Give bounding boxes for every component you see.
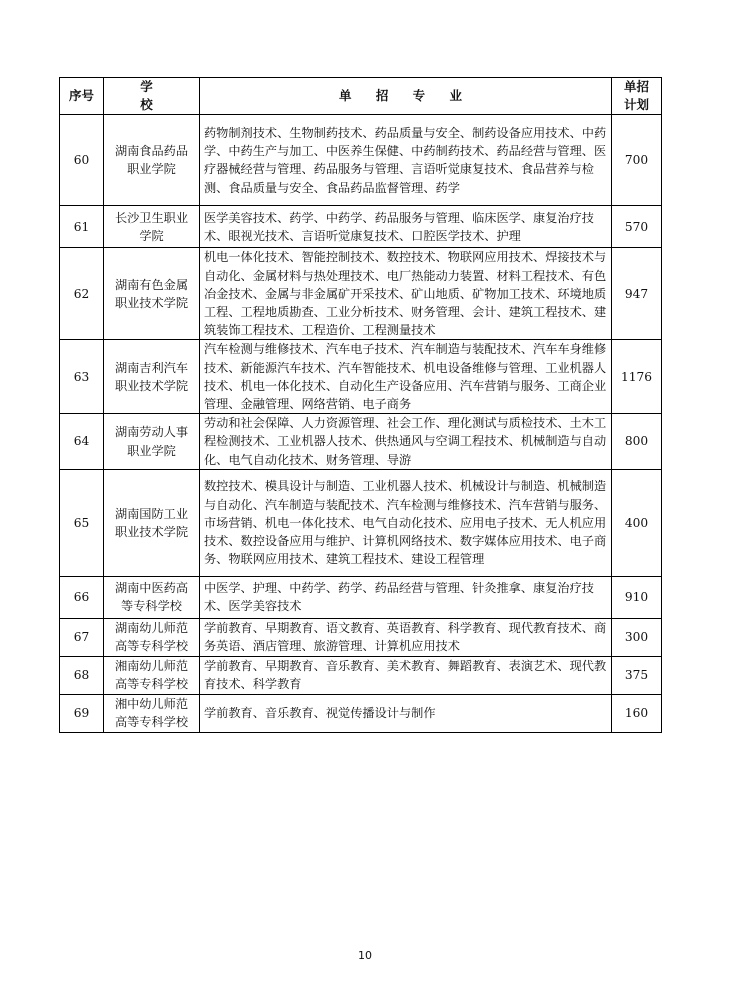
- majors-list: 学前教育、早期教育、语文教育、英语教育、科学教育、现代教育技术、商务英语、酒店管理、旅游管理、计算机应用技术: [200, 618, 612, 656]
- school-name: 湖南食品药品 职业学院: [104, 115, 200, 206]
- row-number: 62: [60, 248, 104, 340]
- table-row: [60, 656, 662, 694]
- row-number: 66: [60, 576, 104, 618]
- row-number: 69: [60, 694, 104, 732]
- enrollment-plan: 570: [612, 206, 662, 248]
- school-name: 湘中幼儿师范 高等专科学校: [104, 694, 200, 732]
- majors-list: 学前教育、音乐教育、视觉传播设计与制作: [200, 694, 612, 732]
- enrollment-plan: 400: [612, 469, 662, 576]
- majors-list: 机电一体化技术、智能控制技术、数控技术、物联网应用技术、焊接技术与自动化、金属材料与热处理技术、电厂热能动力装置、材料工程技术、有色冶金技术、金属与非金属矿开采技术、矿山地质、矿物加工技术、环境地质工程、工程地质勘查、工业分析技术、财务管理、会计、建筑工程技术、建筑装饰工程技术、工程造价、工程测量技术: [200, 248, 612, 340]
- table-row: [60, 414, 662, 470]
- page-number: 10: [358, 949, 372, 962]
- majors-list: 数控技术、模具设计与制造、工业机器人技术、机械设计与制造、机械制造与自动化、汽车制造与装配技术、汽车检测与维修技术、汽车营销与服务、市场营销、机电一体化技术、电气自动化技术、应用电子技术、无人机应用技术、数控设备应用与维护、计算机网络技术、数字媒体应用技术、电子商务、物联网应用技术、建筑工程技术、建设工程管理: [200, 469, 612, 576]
- school-name: 湖南国防工业 职业技术学院: [104, 469, 200, 576]
- row-number: 64: [60, 414, 104, 470]
- row-number: 65: [60, 469, 104, 576]
- row-number: 63: [60, 340, 104, 414]
- majors-list: 中医学、护理、中药学、药学、药品经营与管理、针灸推拿、康复治疗技术、医学美容技术: [200, 576, 612, 618]
- row-number: 60: [60, 115, 104, 206]
- enrollment-table: [59, 77, 662, 733]
- school-name: 湖南中医药高 等专科学校: [104, 576, 200, 618]
- table-row: [60, 115, 662, 206]
- header-major: 单 招 专 业: [200, 78, 612, 115]
- enrollment-plan: 375: [612, 656, 662, 694]
- school-name: 湖南幼儿师范 高等专科学校: [104, 618, 200, 656]
- school-name: 湖南劳动人事 职业学院: [104, 414, 200, 470]
- header-school: 学 校: [104, 78, 200, 115]
- row-number: 61: [60, 206, 104, 248]
- table-row: [60, 340, 662, 414]
- table-row: [60, 618, 662, 656]
- majors-list: 药物制剂技术、生物制药技术、药品质量与安全、制药设备应用技术、中药学、中药生产与加工、中医养生保健、中药制药技术、药品经营与管理、医疗器械经营与管理、药品服务与管理、言语听觉康复技术、食品营养与检测、食品质量与安全、食品药品监督管理、药学: [200, 115, 612, 206]
- majors-list: 汽车检测与维修技术、汽车电子技术、汽车制造与装配技术、汽车车身维修技术、新能源汽车技术、汽车智能技术、机电设备维修与管理、工业机器人技术、机电一体化技术、自动化生产设备应用、汽车营销与服务、工商企业管理、金融管理、网络营销、电子商务: [200, 340, 612, 414]
- enrollment-plan: 910: [612, 576, 662, 618]
- table-row: [60, 206, 662, 248]
- majors-list: 劳动和社会保障、人力资源管理、社会工作、理化测试与质检技术、土木工程检测技术、工业机器人技术、供热通风与空调工程技术、机械制造与自动化、电气自动化技术、财务管理、导游: [200, 414, 612, 470]
- header-plan: 单招 计划: [612, 78, 662, 115]
- enrollment-plan: 700: [612, 115, 662, 206]
- table-body: [60, 115, 662, 732]
- enrollment-plan: 1176: [612, 340, 662, 414]
- row-number: 67: [60, 618, 104, 656]
- enrollment-plan: 947: [612, 248, 662, 340]
- school-name: 湖南吉利汽车 职业技术学院: [104, 340, 200, 414]
- enrollment-plan: 300: [612, 618, 662, 656]
- school-name: 湘南幼儿师范 高等专科学校: [104, 656, 200, 694]
- table-row: [60, 576, 662, 618]
- majors-list: 学前教育、早期教育、音乐教育、美术教育、舞蹈教育、表演艺术、现代教育技术、科学教育: [200, 656, 612, 694]
- table-row: [60, 248, 662, 340]
- school-name: 长沙卫生职业 学院: [104, 206, 200, 248]
- table-row: [60, 694, 662, 732]
- header-no: 序号: [60, 78, 104, 115]
- majors-list: 医学美容技术、药学、中药学、药品服务与管理、临床医学、康复治疗技术、眼视光技术、言语听觉康复技术、口腔医学技术、护理: [200, 206, 612, 248]
- row-number: 68: [60, 656, 104, 694]
- school-name: 湖南有色金属 职业技术学院: [104, 248, 200, 340]
- table-row: [60, 469, 662, 576]
- enrollment-plan: 160: [612, 694, 662, 732]
- enrollment-plan: 800: [612, 414, 662, 470]
- header-row: [60, 78, 662, 115]
